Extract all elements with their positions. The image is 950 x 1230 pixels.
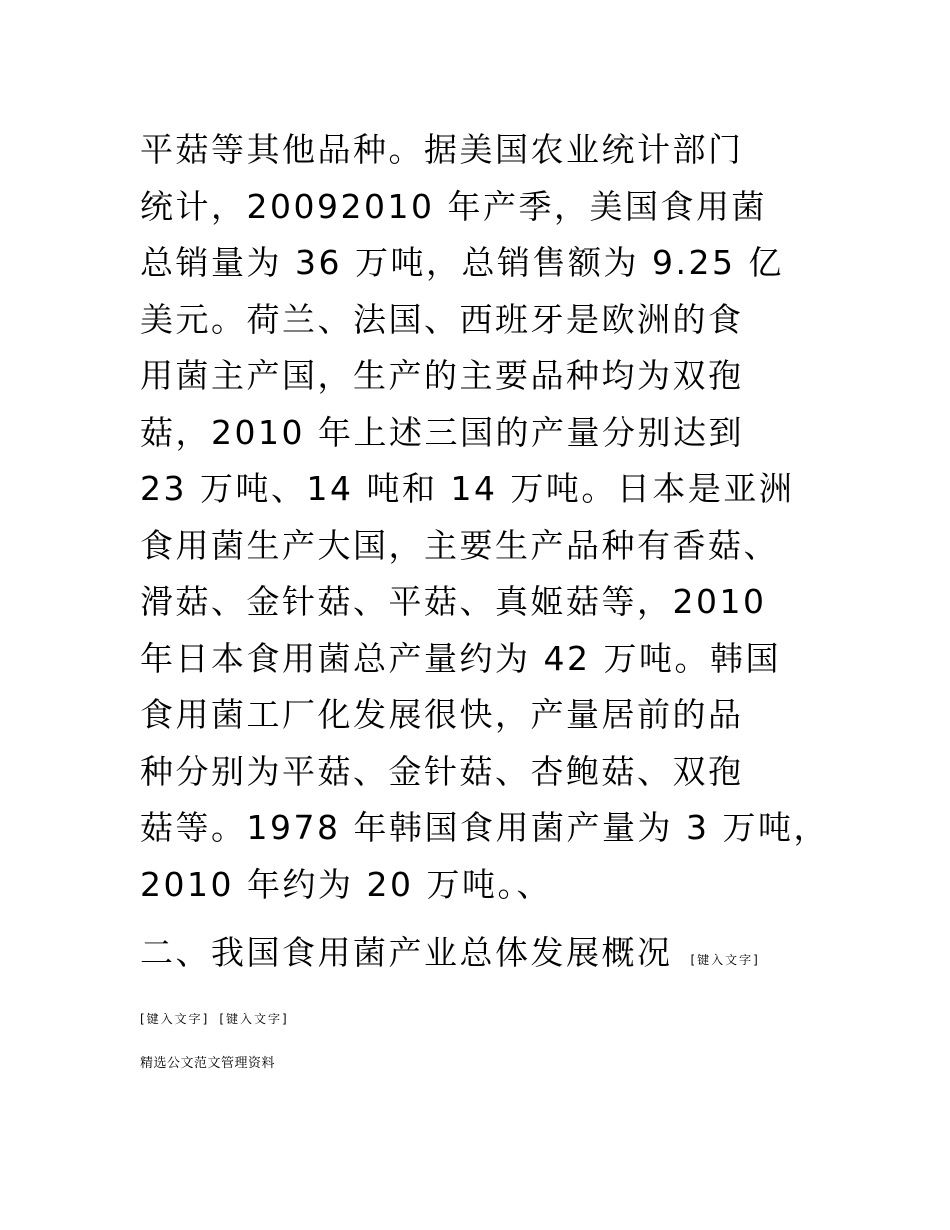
- body-text: [140, 122, 860, 913]
- text-line: 2010 年约为 20 万吨。、: [140, 864, 552, 904]
- text-line: 用菌主产国，生产的主要品种均为双孢: [140, 356, 744, 395]
- footer-placeholders: [140, 1010, 289, 1027]
- text-line: 滑菇、金针菇、平菇、真姬菇等，2010: [140, 582, 767, 621]
- text-line: 统计，20092010 年产季，美国食用菌: [140, 186, 767, 226]
- text-line: 总销量为 36 万吨，总销售额为 9.25 亿: [140, 243, 784, 282]
- text-line: 食用菌工厂化发展很快，产量居前的品: [140, 695, 744, 734]
- text-line: 种分别为平菇、金针菇、杏鲍菇、双孢: [140, 751, 744, 791]
- text-line: 食用菌生产大国，主要生产品种有香菇、: [140, 525, 779, 565]
- footer-placeholder-right[interactable]: [键入文字]: [219, 1012, 289, 1026]
- text-line: 年日本食用菌总产量约为 42 万吨。韩国: [140, 638, 781, 678]
- footer-placeholder-left[interactable]: [键入文字]: [140, 1012, 210, 1026]
- section-heading: [140, 928, 760, 978]
- text-line: 菇，2010 年上述三国的产量分别达到: [140, 412, 744, 452]
- footer-note: 精选公文范文管理资料: [140, 1056, 276, 1071]
- header-placeholder[interactable]: [键入文字]: [690, 952, 760, 967]
- text-line: 美元。荷兰、法国、西班牙是欧洲的食: [140, 299, 744, 339]
- section-heading-text: 二、我国食用菌产业总体发展概况: [140, 933, 673, 972]
- text-line: 菇等。1978 年韩国食用菌产量为 3 万吨，: [140, 808, 829, 847]
- text-line: 23 万吨、14 吨和 14 万吨。日本是亚洲: [140, 469, 795, 508]
- text-line: 平菇等其他品种。据美国农业统计部门: [140, 130, 744, 169]
